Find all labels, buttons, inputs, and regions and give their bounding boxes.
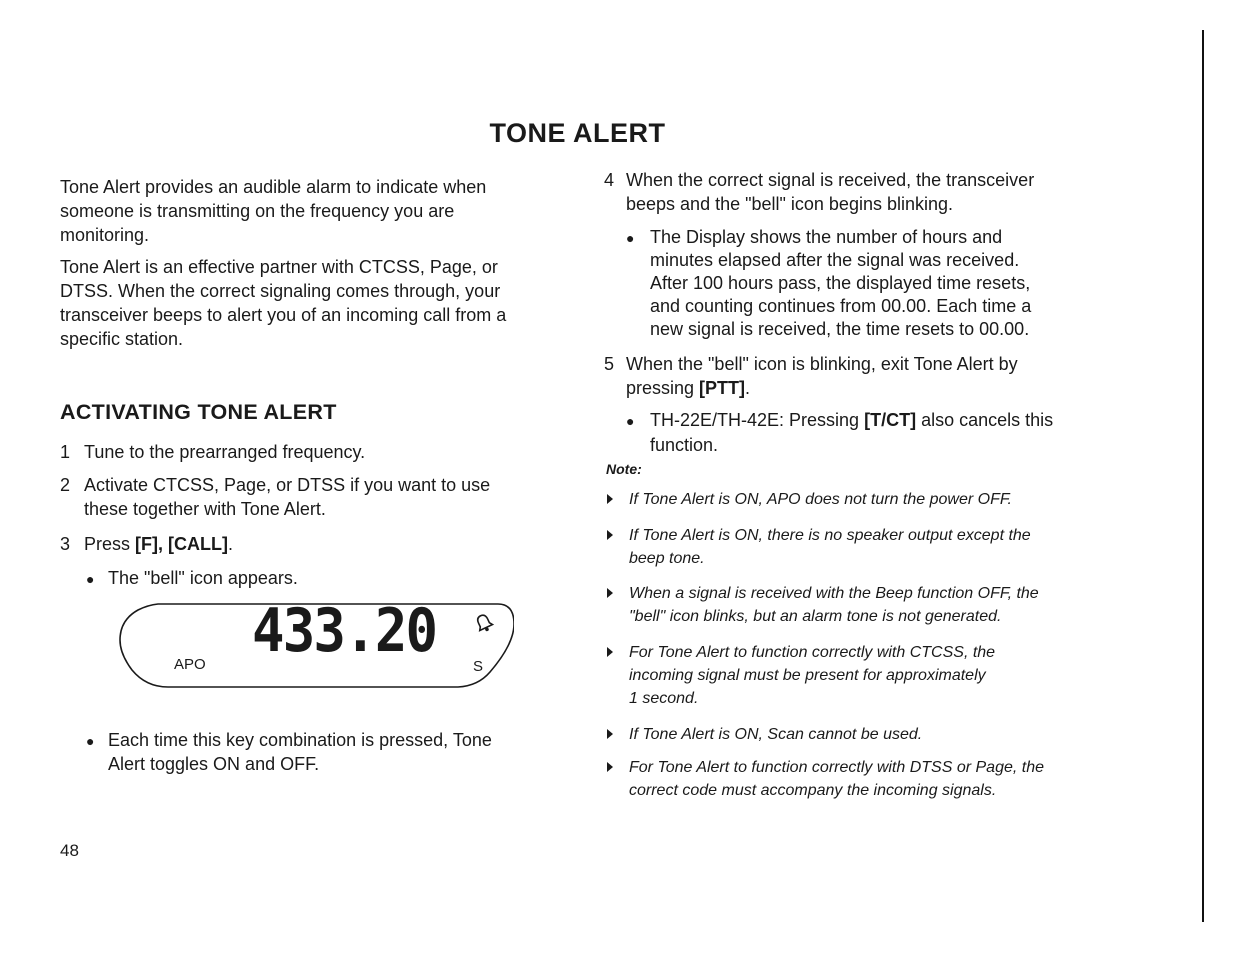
bullet-tct-cancel: ● TH-22E/TH-42E: Pressing [T/CT] also cancels this function. [626,410,1054,455]
section-heading: ACTIVATING TONE ALERT [60,400,337,424]
bullet-bell-appears: ● The "bell" icon appears. [86,566,486,590]
step-number: 4 [604,170,615,190]
note-label: Note: [606,461,642,477]
step-number: 5 [604,354,615,374]
bullet-icon: ● [626,413,635,429]
page-edge-rule [1202,30,1204,922]
step-number: 3 [60,534,71,554]
step-5: 5 When the "bell" icon is blinking, exit Tone Alert by pressing [PTT]. [604,354,1018,398]
note-item: If Tone Alert is ON, Scan cannot be used. [607,723,1127,746]
step-2: 2 Activate CTCSS, Page, or DTSS if you want to use these together with Tone Alert. [60,475,491,519]
lcd-apo-indicator: APO [174,656,206,673]
lcd-s-indicator: S [473,658,484,675]
bullet-icon: ● [86,571,95,587]
intro-paragraph-1: Tone Alert provides an audible alarm to indicate when someone is transmitting on the frequency you are monitoring. [60,177,487,245]
note-item: If Tone Alert is ON, there is no speaker output except the beep tone. [607,524,1127,570]
page-number: 48 [60,841,79,860]
note-arrow-icon [607,588,613,598]
note-item: For Tone Alert to function correctly with CTCSS, the incoming signal must be present for approximately 1 second. [607,641,1127,710]
lcd-frequency-digits: 433.20 [252,596,437,666]
step-4: 4 When the correct signal is received, the transceiver beeps and the "bell" icon begins blinking. [604,170,1035,214]
key-label: [T/CT] [864,410,917,430]
bell-icon [473,612,495,634]
step-1: 1 Tune to the prearranged frequency. [60,442,366,462]
key-label: [PTT] [699,378,746,398]
bullet-toggle: ● Each time this key combination is pressed, Tone Alert toggles ON and OFF. [86,730,492,774]
note-arrow-icon [607,530,613,540]
bullet-icon: ● [86,733,95,749]
note-arrow-icon [607,494,613,504]
step-3: 3 Press [F], [CALL]. [60,534,233,554]
note-arrow-icon [607,647,613,657]
step-number: 1 [60,442,71,462]
note-item: For Tone Alert to function correctly with DTSS or Page, the correct code must accompany the incoming signals. [607,756,1127,802]
key-label: [F], [CALL] [135,534,228,554]
note-arrow-icon [607,729,613,739]
page-title: TONE ALERT [489,118,666,148]
bullet-icon: ● [626,230,635,246]
note-arrow-icon [607,762,613,772]
step-number: 2 [60,475,71,495]
bullet-display-hours: ● The Display shows the number of hours and minutes elapsed after the signal was received. After 100 hours pass, the displayed time resets, and counting continues from 00.00. Each time a new signal is received, the time resets to 00.00. [626,227,1032,339]
intro-paragraph-2: Tone Alert is an effective partner with CTCSS, Page, or DTSS. When the correct signaling comes through, your transceiver beeps to alert you of an incoming call from a specific station. [60,257,507,349]
note-item: If Tone Alert is ON, APO does not turn the power OFF. [607,488,1127,511]
note-item: When a signal is received with the Beep function OFF, the "bell" icon blinks, but an alarm tone is not generated. [607,582,1127,628]
lcd-display-illustration [118,590,514,690]
